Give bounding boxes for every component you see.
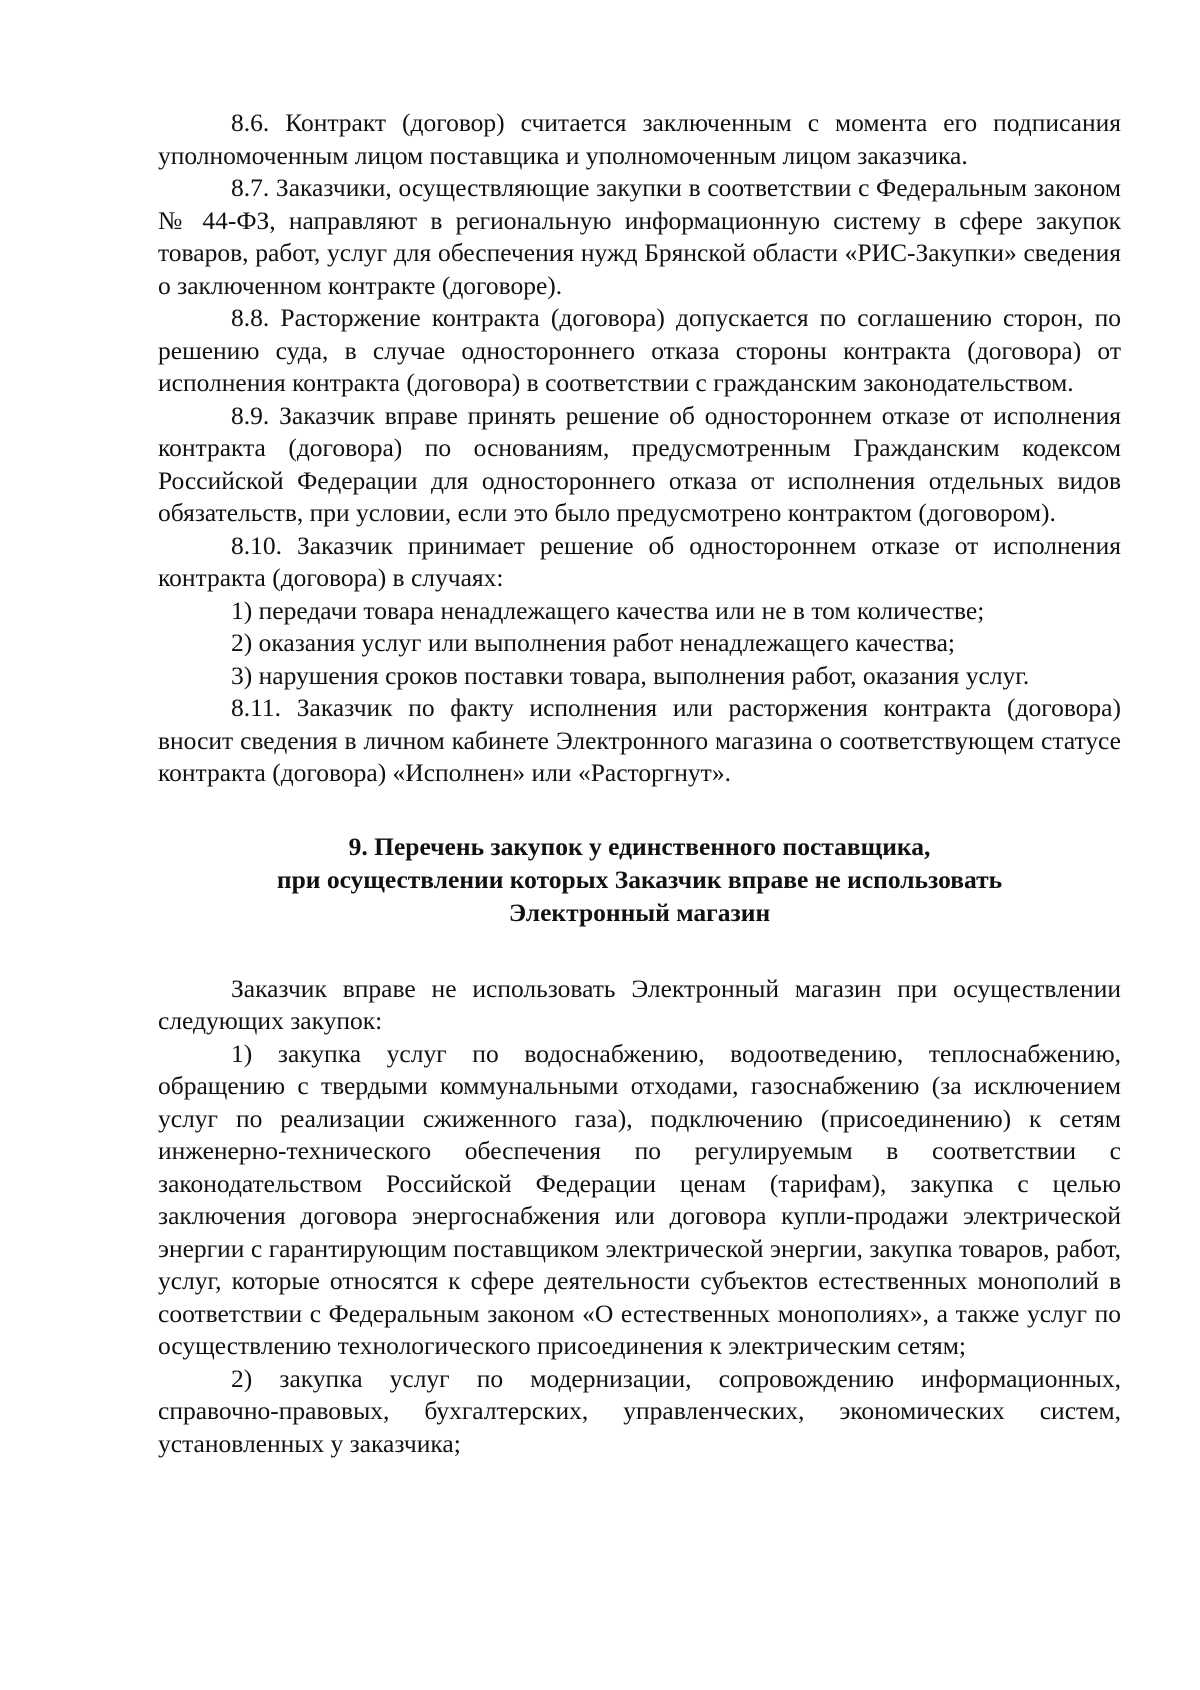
section-9-item-2: 2) закупка услуг по модернизации, сопровождению информационных, справочно-правовых, бухгалтерских, управленческих, экономических систем, установленных у заказчика; [158, 1363, 1121, 1458]
section-9-intro: Заказчик вправе не использовать Электронный магазин при осуществлении следующих закупок: [158, 973, 1121, 1035]
section-9-heading-line-1: 9. Перечень закупок у единственного поставщика, [348, 831, 931, 861]
section-9-heading-line-2: при осуществлении которых Заказчик вправе не использовать [276, 864, 1003, 894]
document-body [158, 107, 1121, 1460]
clause-8-9: 8.9. Заказчик вправе принять решение об одностороннем отказе от исполнения контракта (договора) по основаниям, предусмотренным Гражданским кодексом Российской Федерации для одностороннего отказа от исполнения отдельных видов обязательств, при условии, если это было предусмотрено контрактом (договором). [158, 400, 1121, 527]
section-8-body [158, 107, 1121, 790]
clause-8-11: 8.11. Заказчик по факту исполнения или расторжения контракта (договора) вносит сведения в личном кабинете Электронного магазина о соответствующем статусе контракта (договора) «Исполнен» или «Расторгнут». [158, 693, 1121, 787]
clause-8-10-item-2: 2) оказания услуг или выполнения работ ненадлежащего качества; [231, 628, 955, 657]
section-9-heading-line-3: Электронный магазин [508, 897, 771, 927]
clause-8-10-item-3: 3) нарушения сроков поставки товара, выполнения работ, оказания услуг. [231, 660, 1030, 690]
section-9-item-1: 1) закупка услуг по водоснабжению, водоотведению, теплоснабжению, обращению с твердыми коммунальными отходами, газоснабжению (за исключением услуг по реализации сжиженного газа), подключению (присоединению) к сетям инженерно-технического обеспечения по регулируемым в соответствии с законодательством Российской Федерации ценам (тарифам), закупка с целью заключения договора энергоснабжения или договора купли-продажи электрической энергии с гарантирующим поставщиком электрической энергии, закупка товаров, работ, услуг, которые относятся к сфере деятельности субъектов естественных монополий в соответствии с Федеральным законом «О естественных монополиях», а также услуг по осуществлению технологического присоединения к электрическим сетям; [158, 1038, 1121, 1360]
section-9-body [158, 973, 1121, 1461]
clause-8-6: 8.6. Контракт (договор) считается заключенным с момента его подписания уполномоченным лицом поставщика и уполномоченным лицом заказчика. [158, 108, 1121, 170]
section-9-heading [158, 830, 1121, 929]
clause-8-8: 8.8. Расторжение контракта (договора) допускается по соглашению сторон, по решению суда, в случае одностороннего отказа стороны контракта (договора) от исполнения контракта (договора) в соответствии с гражданским законодательством. [158, 303, 1121, 397]
clause-8-10: 8.10. Заказчик принимает решение об одностороннем отказе от исполнения контракта (договора) в случаях: [158, 530, 1121, 592]
clause-8-7: 8.7. Заказчики, осуществляющие закупки в соответствии с Федеральным законом № 44-ФЗ, направляют в региональную информационную систему в сфере закупок товаров, работ, услуг для обеспечения нужд Брянской области «РИС-Закупки» сведения о заключенном контракте (договоре). [158, 173, 1121, 300]
clause-8-10-item-1: 1) передачи товара ненадлежащего качества или не в том количестве; [231, 595, 985, 625]
